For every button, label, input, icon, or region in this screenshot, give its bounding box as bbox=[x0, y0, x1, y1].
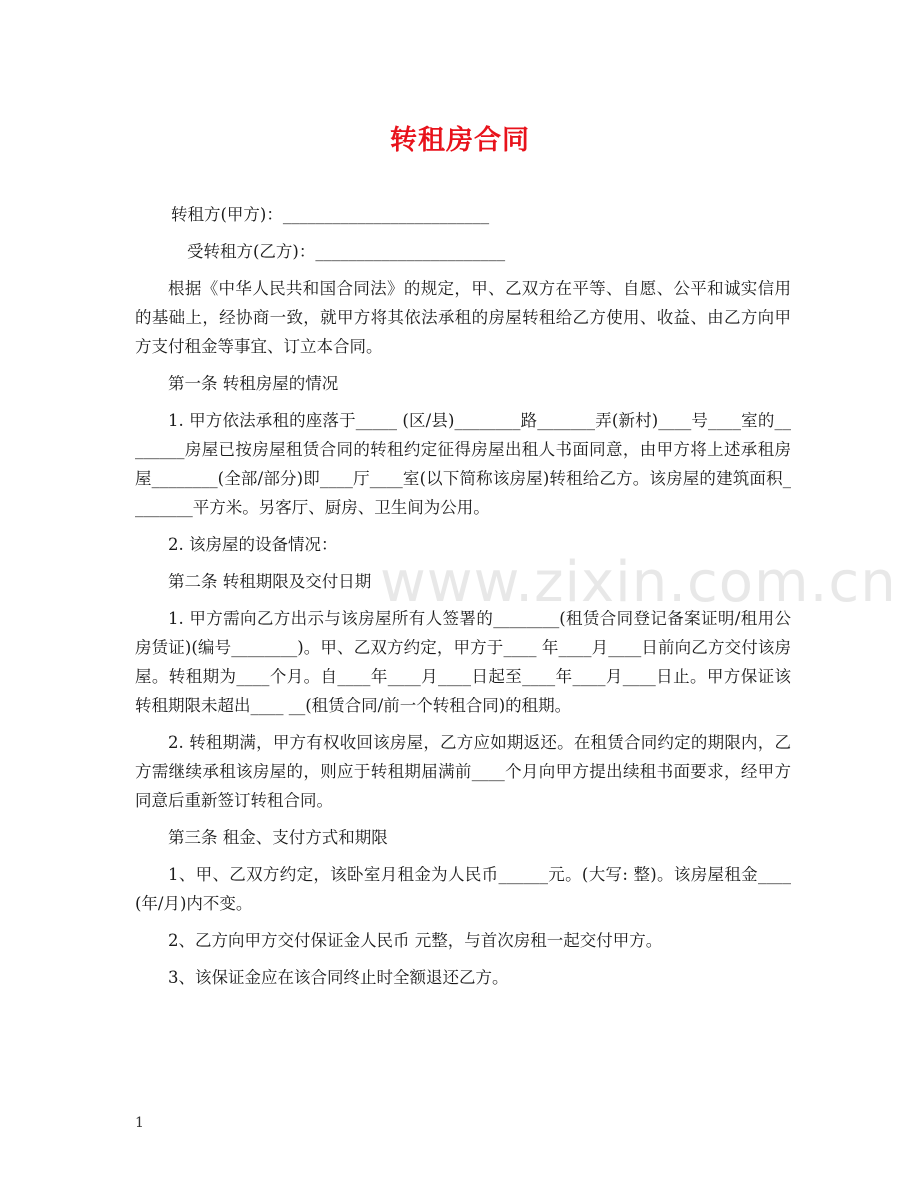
lessee-line: 受转租方(乙方)：_______________________ bbox=[187, 242, 506, 261]
article-1-clause-1: 1. 甲方依法承租的座落于_____ (区/县)________路_______弄(新村)____号____室的________房屋已按房屋租赁合同的转租约定征得房屋出租人书面同意，由甲方将上述承租房屋________(全部/部分)即____厅____室(以下简称该房屋)转租给乙方。该房屋的建筑面积________平方米。另客厅、厨房、卫生间为公用。 bbox=[135, 411, 791, 517]
article-2-heading: 第二条 转租期限及交付日期 bbox=[168, 572, 372, 591]
article-1-heading: 第一条 转租房屋的情况 bbox=[168, 374, 339, 393]
document-title: 转租房合同 bbox=[390, 125, 530, 156]
article-1-clause-2: 2. 该房屋的设备情况： bbox=[168, 535, 338, 554]
lessor-line: 转租方(甲方)：_________________________ bbox=[171, 205, 490, 224]
article-3-clause-3: 3、该保证金应在该合同终止时全额退还乙方。 bbox=[168, 968, 509, 987]
article-3-clause-1: 1、甲、乙双方约定，该卧室月租金为人民币______元。(大写: 整)。该房屋租金____(年/月)内不变。 bbox=[135, 865, 791, 913]
page-number: 1 bbox=[135, 1115, 144, 1131]
article-3-heading: 第三条 租金、支付方式和期限 bbox=[168, 828, 388, 847]
preamble-paragraph: 根据《中华人民共和国合同法》的规定，甲、乙双方在平等、自愿、公平和诚实信用的基础上，经协商一致，就甲方将其依法承租的房屋转租给乙方使用、收益、由乙方向甲方支付租金等事宜、订立本合同。 bbox=[135, 279, 791, 356]
article-3-clause-2: 2、乙方向甲方交付保证金人民币 元整，与首次房租一起交付甲方。 bbox=[168, 931, 663, 950]
article-2-clause-2: 2. 转租期满，甲方有权收回该房屋，乙方应如期返还。在租赁合同约定的期限内，乙方需继续承租该房屋的，则应于转租期届满前____个月向甲方提出续租书面要求，经甲方同意后重新签订转租合同。 bbox=[135, 733, 791, 810]
watermark: www.zixin.com.cn bbox=[380, 550, 897, 615]
article-2-clause-1: 1. 甲方需向乙方出示与该房屋所有人签署的________(租赁合同登记备案证明/租用公房赁证)(编号________)。甲、乙双方约定，甲方于____ 年____月____日前向乙方交付该房屋。转租期为____个月。自____年____月____日起至____年____月____日止。甲方保证该转租期限未超出____ __(租赁合同/前一个转租合同)的租期。 bbox=[135, 609, 791, 715]
